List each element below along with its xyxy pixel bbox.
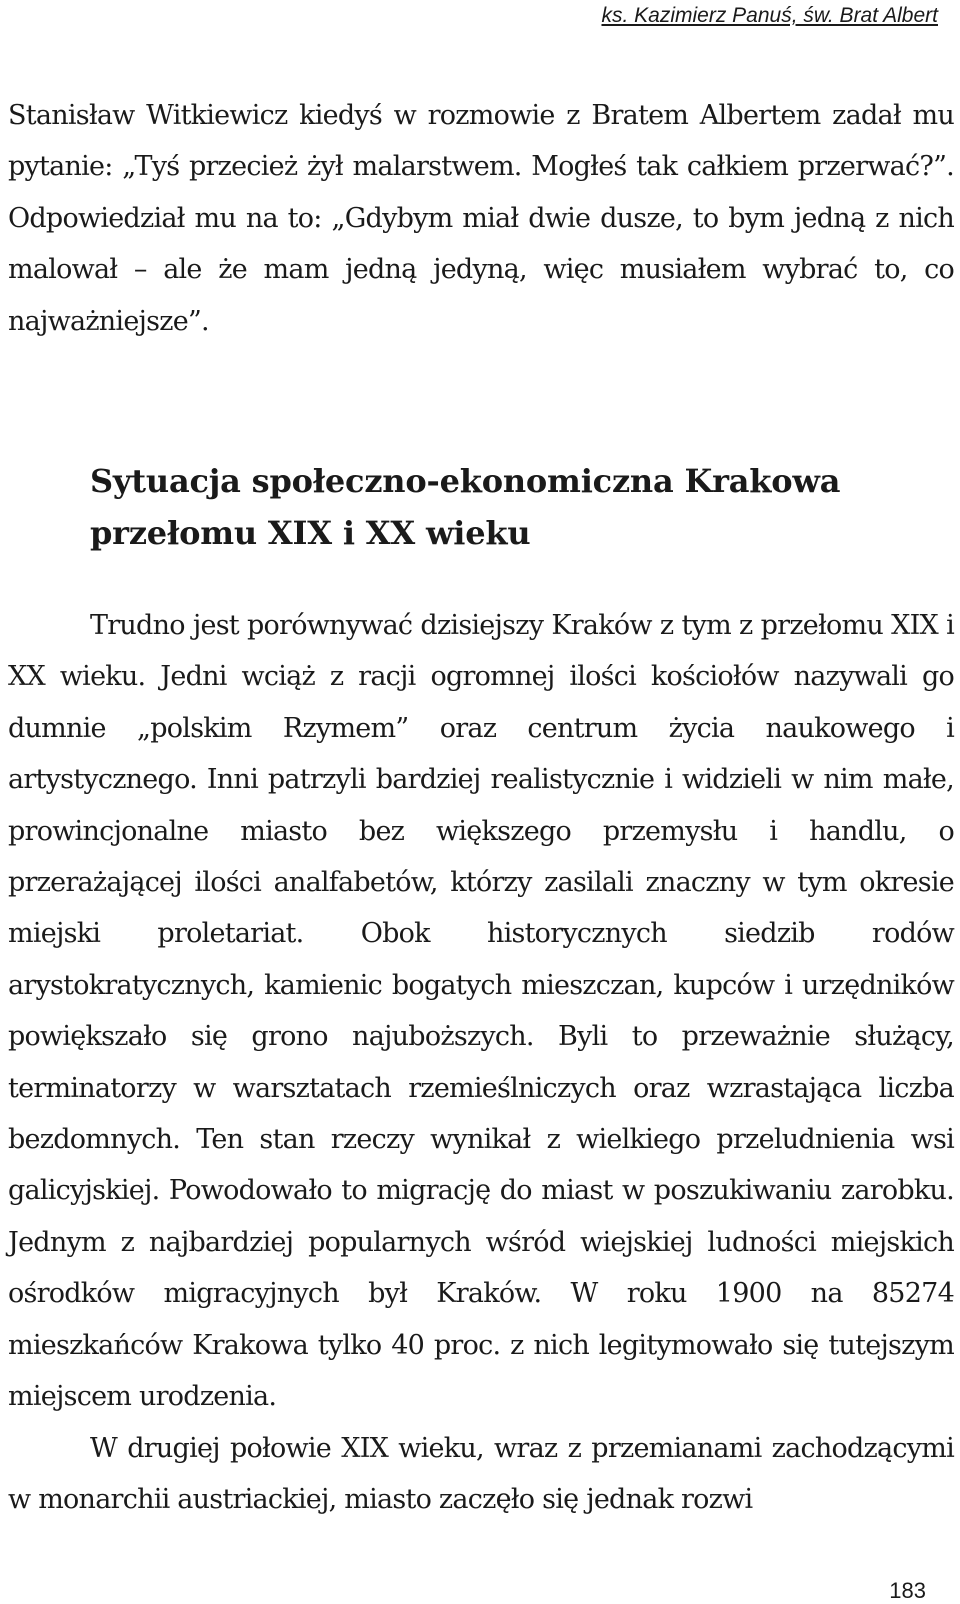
running-header: ks. Kazimierz Panuś, św. Brat Albert: [601, 4, 938, 27]
intro-paragraph: Stanisław Witkiewicz kiedyś w rozmowie z Bratem Albertem zadał mu pytanie: „Tyś przecież żył malarstwem. Mogłeś tak całkiem przerwać?”. Odpowiedział mu na to: „Gdybym miał dwie dusze, to bym jedną z nich malował – ale że mam jedną jedyną, więc musiałem wybrać to, co najważniejsze”.: [8, 100, 954, 337]
body-paragraph-1: Trudno jest porównywać dzisiejszy Kraków z tym z przełomu XIX i XX wieku. Jedni wciąż z racji ogromnej ilości kościołów nazywali go dumnie „polskim Rzymem” oraz centrum życia naukowego i artystycznego. Inni patrzyli bardziej realistycznie i widzieli w nim małe, prowincjonalne miasto bez większego przemysłu i handlu, o przerażającej ilości analfabetów, którzy zasilali znaczny w tym okresie miejski proletariat. Obok historycznych siedzib rodów arystokratycznych, kamienic bogatych mieszczan, kupców i urzędników powiększało się grono najuboższych. Byli to przeważnie służący, terminatorzy w warsztatach rzemieślniczych oraz wzrastająca liczba bezdomnych. Ten stan rzeczy wynikał z wielkiego przeludnienia wsi galicyjskiej. Powodowało to migrację do miast w poszukiwaniu zarobku. Jednym z najbardziej popularnych wśród wiejskiej ludności miejskich ośrodków migracyjnych był Kraków. W roku 1900 na 85274 mieszkańców Krakowa tylko 40 proc. z nich legitymowało się tutejszym miejscem urodzenia.: [8, 610, 954, 1413]
section-heading-line-1: Sytuacja społeczno-ekonomiczna Krakowa: [90, 462, 841, 500]
body-paragraph-2: W drugiej połowie XIX wieku, wraz z przemianami zachodzącymi w monarchii austriackiej, miasto zaczęło się jednak rozwi: [8, 1432, 954, 1515]
intro-section: [8, 90, 954, 347]
section-heading: [90, 455, 950, 559]
section-heading-line-2: przełomu XIX i XX wieku: [90, 514, 531, 552]
section-body: [8, 600, 954, 1525]
page-number: 183: [889, 1578, 926, 1603]
